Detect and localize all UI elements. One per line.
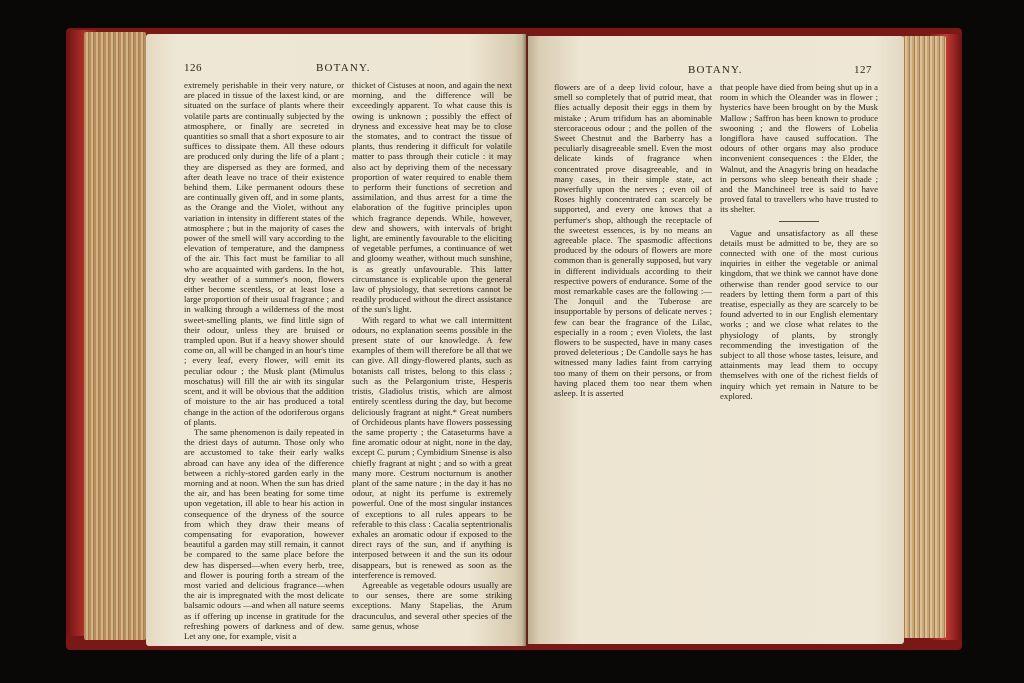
left-column-2 [352,80,512,631]
paragraph: that people have died from being shut up in a room in which the Oleander was in flower ; hysterics have been brought on by the Musk Mallow ; Saffron has been known to produce swooning ; and the flowers of Lobelia longiflora have caused suffocation. The odours of other organs may also produce inconvenient consequences : the Elder, the Walnut, and the Anagyris bring on headache in persons who sleep beneath their shade ; and the Manchineel tree is said to have proved fatal to travellers who have trusted to its shelter. [720,82,878,215]
paragraph: Agreeable as vegetable odours usually are to our senses, there are some striking exceptions. Many Stapelias, the Arum dracunculus, and several other species of the same genus, whose [352,579,512,631]
left-column-1 [184,80,344,641]
paragraph: With regard to what we call intermittent odours, no explanation seems possible in the present state of our knowledge. A few examples of them will therefore be all that we can give. All dingy-flowered plants, such as botanists call tristes, belong to this class ; such as the Pelargonium triste, Hesperis tristis, Gladiolus tristis, which are almost entirely scentless during the day, but become deliciously fragrant at night.* Great numbers of Orchideous plants have flowers possessing the same property ; the Cataseturms have a fine aromatic odour at night, none in the day, except C. purum ; Cymbidium Sinense is also chiefly fragrant at night ; and so with a great many more. Cestrum nocturnum is another plant of the same nature ; in the day it has no odour, at night its perfume is extremely powerful. One of the most singular instances of exceptions to all rules appears to be referable to this class : Cacalia septentrionalis exhales an aromatic odour if exposed to the direct rays of the sun, and if anything is interposed between it and the sun its odour disappears, but is renewed as soon as the interference is removed. [352,314,512,580]
right-page-number: 127 [854,64,872,76]
right-page [528,36,904,644]
left-page-title: BOTANY. [316,62,371,74]
right-column-1 [554,82,712,398]
paragraph: extremely perishable in their very nature, or are placed in tissue of the laxest kind, or are situated on the surface of plants where their volatile parts are continually subjected by the atmosphere, or finally are secreted in quantities so small that a short exposure to air suffices to dissipate them. All these odours are produced only during the life of a plant ; they are dispersed as they are formed, and after death leave no trace of their existence behind them. Like permanent odours these are continually given off, and in some plants, as the Orange and the Violet, without any variation in intensity in different states of the atmosphere ; but in the majority of cases the power of the smell will vary according to the elevation of temperature, and the dampness of the air. This fact must be familiar to all who are acquainted with gardens. In the hot, dry weather of a summer's noon, flowers either become scentless, or at least lose a large proportion of their usual fragrance ; and in walking through a wilderness of the most sweet-smelling plants, we find little sign of their odour, unless they are bruised or trampled upon. But if a heavy shower should come on, all will be changed in an hour's time ; every leaf, every flower, will emit its peculiar odour ; the Musk plant (Mimulus moschatus) will fill the air with its singular scent, and it will be obvious that the addition of moisture to the air has produced a total change in the action of the odoriferous organs of plants. [184,80,344,427]
page-edges-right [902,36,946,638]
paragraph: thicket of Cistuses at noon, and again the next morning, and the difference will be exceedingly apparent. To what cause this is owing is unknown ; possibly the effect of dryness and excessive heat may be to close the stomates, and to contract the tissue of plants, thus rendering it difficult for volatile matter to pass through their cuticle : it may also act by depriving them of the necessary proportion of water required to enable them to perform their functions of secretion and assimilation, and thus arrest for a time the elaboration of the fugitive principles upon which fragrance depends. While, however, dew and showers, with intervals of bright light, are eminently favourable to the eliciting of vegetable perfumes, a continuance of wet and gloomy weather, without much sunshine, is as greatly unfavourable. This latter circumstance is explicable upon the general law of physiology, that secretions cannot be readily produced without the direct assistance of the sun's light. [352,80,512,315]
section-divider [779,221,819,222]
left-page [146,34,526,646]
page-edges-left [84,32,146,640]
paragraph: Vague and unsatisfactory as all these details must be admitted to be, they are so connected with one of the most curious inquiries in either the vegetable or animal kingdom, that we think we cannot have done otherwise than render good service to our readers by letting them form a part of this treatise, especially as they are scarcely to be found adverted to in our English elementary works ; and we close what relates to the physiology of plants, by strongly recommending the investigation of the subject to all those whose tastes, leisure, and attainments may lead them to occupy themselves with one of the richest fields of inquiry which yet remain in Nature to be explored. [720,227,878,401]
paragraph: flowers are of a deep livid colour, have a smell so completely that of putrid meat, that flies actually deposit their eggs in them by mistake ; Arum trifidum has an abominable stercoraceous odour ; and the pollen of the Sweet Chestnut and the Barberry has a peculiarly disagreeable smell. Even the most delicate kinds of fragrance when concentrated prove disagreeable, and in many cases, in their simple state, act powerfully upon the nerves ; even oil of Roses highly concentrated can scarcely be supported, and every one knows that a perfumer's shop, although the receptacle of the sweetest essences, is by no means an agreeable place. The spasmodic affections produced by the odours of flowers are more common than is generally supposed, but vary in different individuals according to their respective powers of endurance. Some of the most remarkable cases are the following :—The Jonquil and the Tuberose are insupportable by persons of delicate nerves ; few can bear the fragrance of the Lilac, especially in a room ; even Violets, the last flowers to be suspected, have in many cases proved deleterious ; De Candolle says he has witnessed many ladies faint from carrying too many of them on their persons, or from having placed them too near them when asleep. It is asserted [554,82,712,399]
paragraph: The same phenomenon is daily repeated in the driest days of autumn. Those only who are accustomed to take their early walks abroad can have any idea of the difference between a richly-stored garden early in the morning and at noon. When the sun has dried the air, and has been beating for some time upon vegetation, ill able to bear his action in consequence of the dryness of the source from which they draw their means of compensating for evaporation, however beautiful a garden may still remain, it cannot be compared to the same place before the dew has dispersed—when every herb, tree, and flower is pouring forth a stream of the most varied and delicious fragrance—when the air is impregnated with the most delicate balsamic odours —and when all nature seems as if offering up incense in gratitude for the refreshing powers of darkness and of dew. Let any one, for example, visit a [184,426,344,641]
right-column-2 [720,82,878,401]
left-page-number: 126 [184,62,202,74]
right-page-title: BOTANY. [688,64,743,76]
